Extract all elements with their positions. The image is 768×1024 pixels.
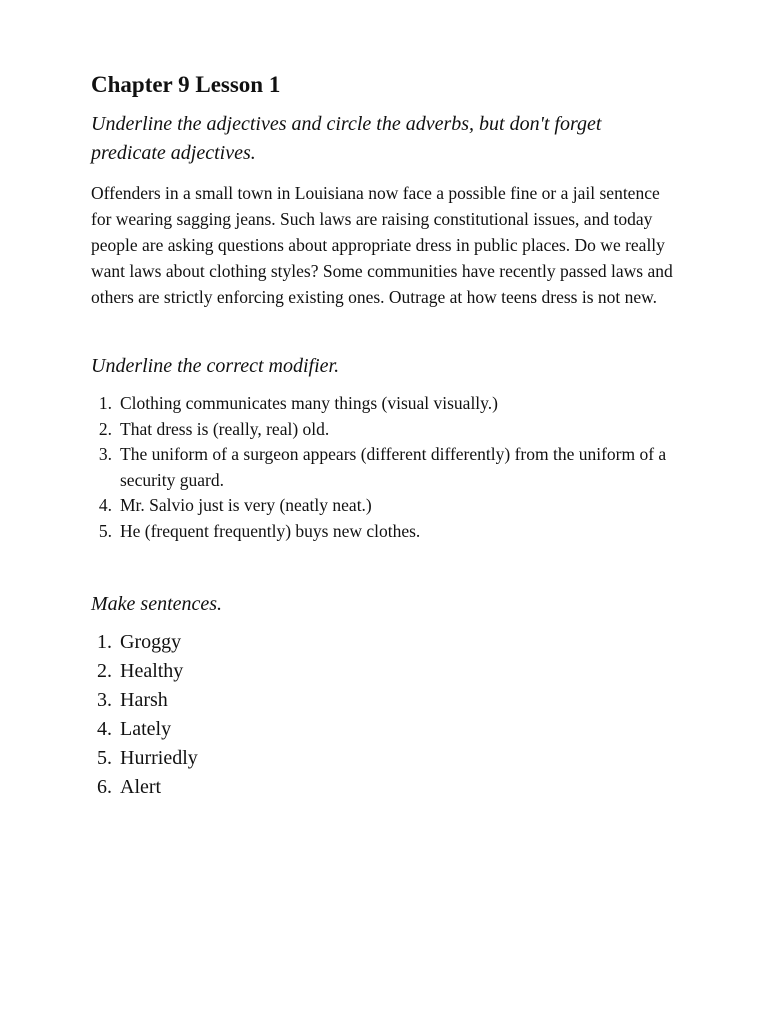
list-item (91, 744, 681, 773)
list-item (91, 686, 681, 715)
item-number: 5. (97, 747, 112, 769)
page-title: Chapter 9 Lesson 1 (91, 72, 281, 97)
item-text: Hurriedly (120, 747, 198, 769)
list-item (91, 391, 681, 417)
list-item (91, 442, 681, 493)
item-text: Lately (120, 718, 172, 740)
list-item (91, 493, 681, 519)
list-item (91, 417, 681, 443)
adjectives-adverbs-section (91, 110, 681, 310)
item-text: He (frequent frequently) buys new clothes. (120, 520, 421, 541)
item-text: That dress is (really, real) old. (120, 418, 330, 439)
item-number: 5. (98, 520, 112, 541)
item-text: Groggy (120, 631, 182, 653)
item-number: 3. (97, 689, 112, 711)
list-item (91, 715, 681, 744)
list-item (91, 657, 681, 686)
worksheet-page (91, 66, 681, 802)
item-number: 2. (98, 418, 112, 439)
item-number: 4. (98, 495, 112, 515)
item-text: Alert (120, 776, 162, 798)
item-text: Harsh (120, 689, 168, 711)
section-instruction: Underline the correct modifier. (91, 355, 340, 377)
item-number: 1. (97, 631, 112, 653)
exercise-paragraph: Offenders in a small town in Louisiana now face a possible fine or a jail sentence for wearing sagging jeans. Such laws are raising constitutional issues, and today people are asking questions about appropriate dress in public places. Do we really want laws about clothing styles? Some communities have recently passed laws and others are strictly enforcing existing ones. Outrage at how teens dress is not new. (91, 183, 673, 307)
list-item (91, 519, 681, 545)
modifier-list (91, 391, 681, 544)
section-instruction: Make sentences. (91, 593, 223, 615)
item-text: Healthy (120, 660, 184, 682)
list-item (91, 628, 681, 657)
item-number: 4. (97, 718, 112, 740)
list-item (91, 773, 681, 802)
item-number: 1. (98, 393, 112, 413)
item-number: 2. (97, 660, 112, 682)
item-number: 3. (98, 444, 112, 464)
vocabulary-list (91, 628, 681, 802)
item-number: 6. (97, 776, 112, 798)
section-instruction: Underline the adjectives and circle the adverbs, but don't forget predicate adjectives. (91, 113, 602, 164)
make-sentences-section (91, 590, 681, 802)
item-text: Clothing communicates many things (visual visually.) (120, 393, 498, 413)
correct-modifier-section (91, 352, 681, 544)
item-text: Mr. Salvio just is very (neatly neat.) (120, 495, 372, 515)
item-text: The uniform of a surgeon appears (different differently) from the uniform of a security guard. (120, 444, 667, 490)
